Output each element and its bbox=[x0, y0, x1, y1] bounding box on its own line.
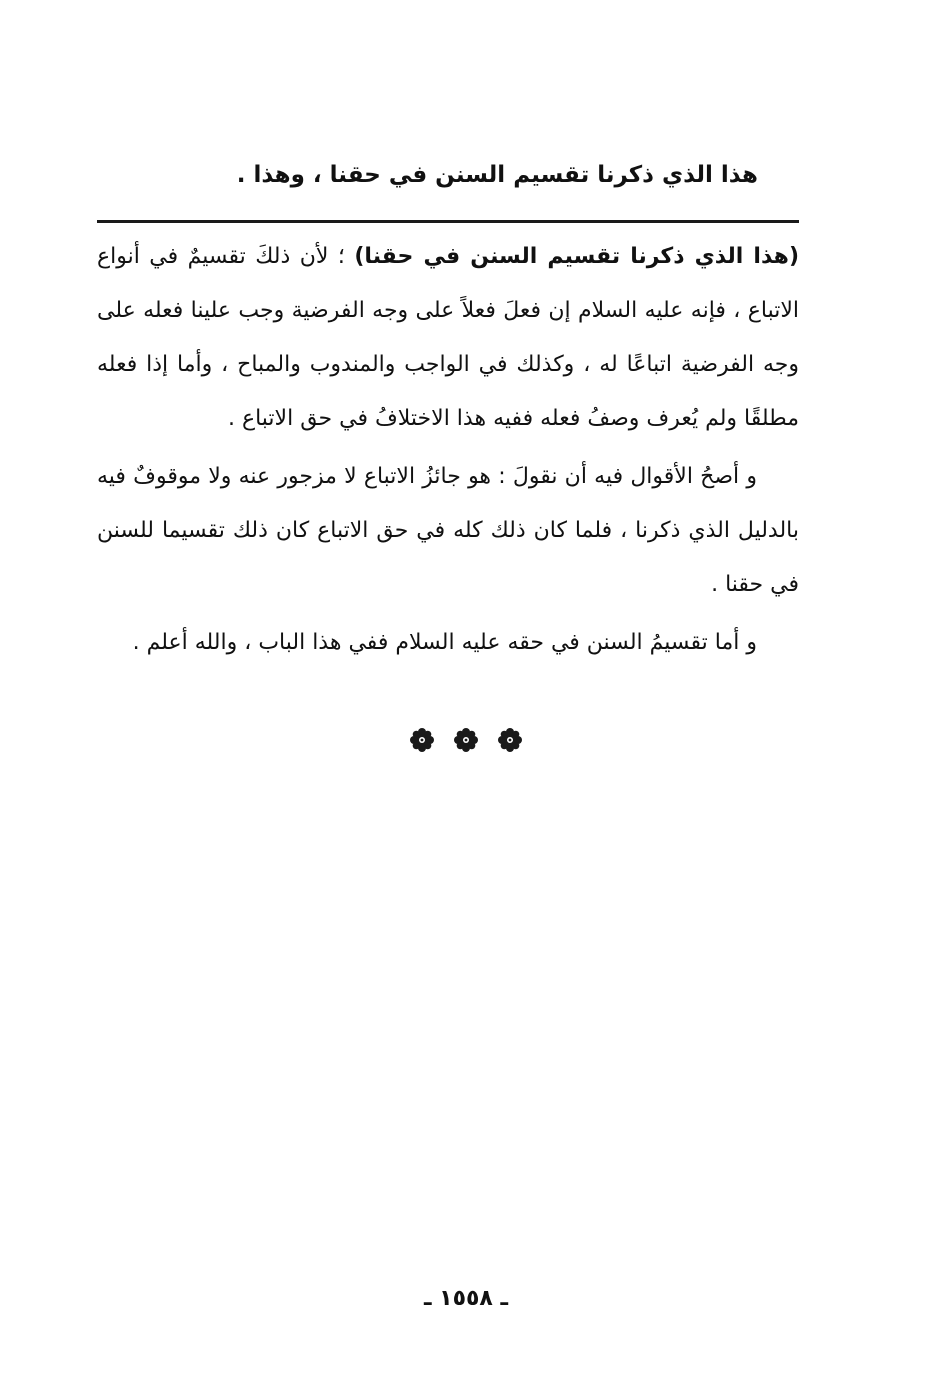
matn-text: هذا الذي ذكرنا تقسيم السنن في حقنا ، وهذا . bbox=[236, 162, 758, 188]
commentary-paragraph-2: و أصحُ الأقوال فيه أن نقولَ : هو جائزُ الاتباع لا مزجور عنه ولا موقوفٌ فيه بالدليل الذي ذكرنا ، فلما كان ذلك كله في حق الاتباع كان ذلك تقسيما للسنن في حقنا . bbox=[97, 464, 799, 597]
commentary-block bbox=[97, 230, 799, 674]
commentary-paragraph-3: و أما تقسيمُ السنن في حقه عليه السلام ففي هذا الباب ، والله أعلم . bbox=[132, 630, 757, 655]
flower-ornament-icon bbox=[498, 728, 522, 752]
flower-ornament-icon bbox=[454, 728, 478, 752]
page-number: ـ ١٥٥٨ ـ bbox=[423, 1286, 509, 1311]
commentary-paragraph-1 bbox=[97, 230, 799, 446]
section-end-ornaments bbox=[0, 728, 932, 768]
quoted-matn: (هذا الذي ذكرنا تقسيم السنن في حقنا) bbox=[354, 244, 799, 269]
commentary-text: ؛ لأن ذلكَ تقسيمٌ في أنواع الاتباع ، فإنه عليه السلام إن فعلَ فعلاً على وجه الفرضية وجب علينا فعله على وجه الفرضية اتباعًا له ، وكذلك في الواجب والمندوب والمباح ، وأما إذا فعله مطلقًا ولم يُعرف وصفُ فعله ففيه هذا الاختلافُ في حق الاتباع . bbox=[97, 244, 799, 431]
flower-ornament-icon bbox=[410, 728, 434, 752]
separator-rule bbox=[97, 220, 799, 223]
